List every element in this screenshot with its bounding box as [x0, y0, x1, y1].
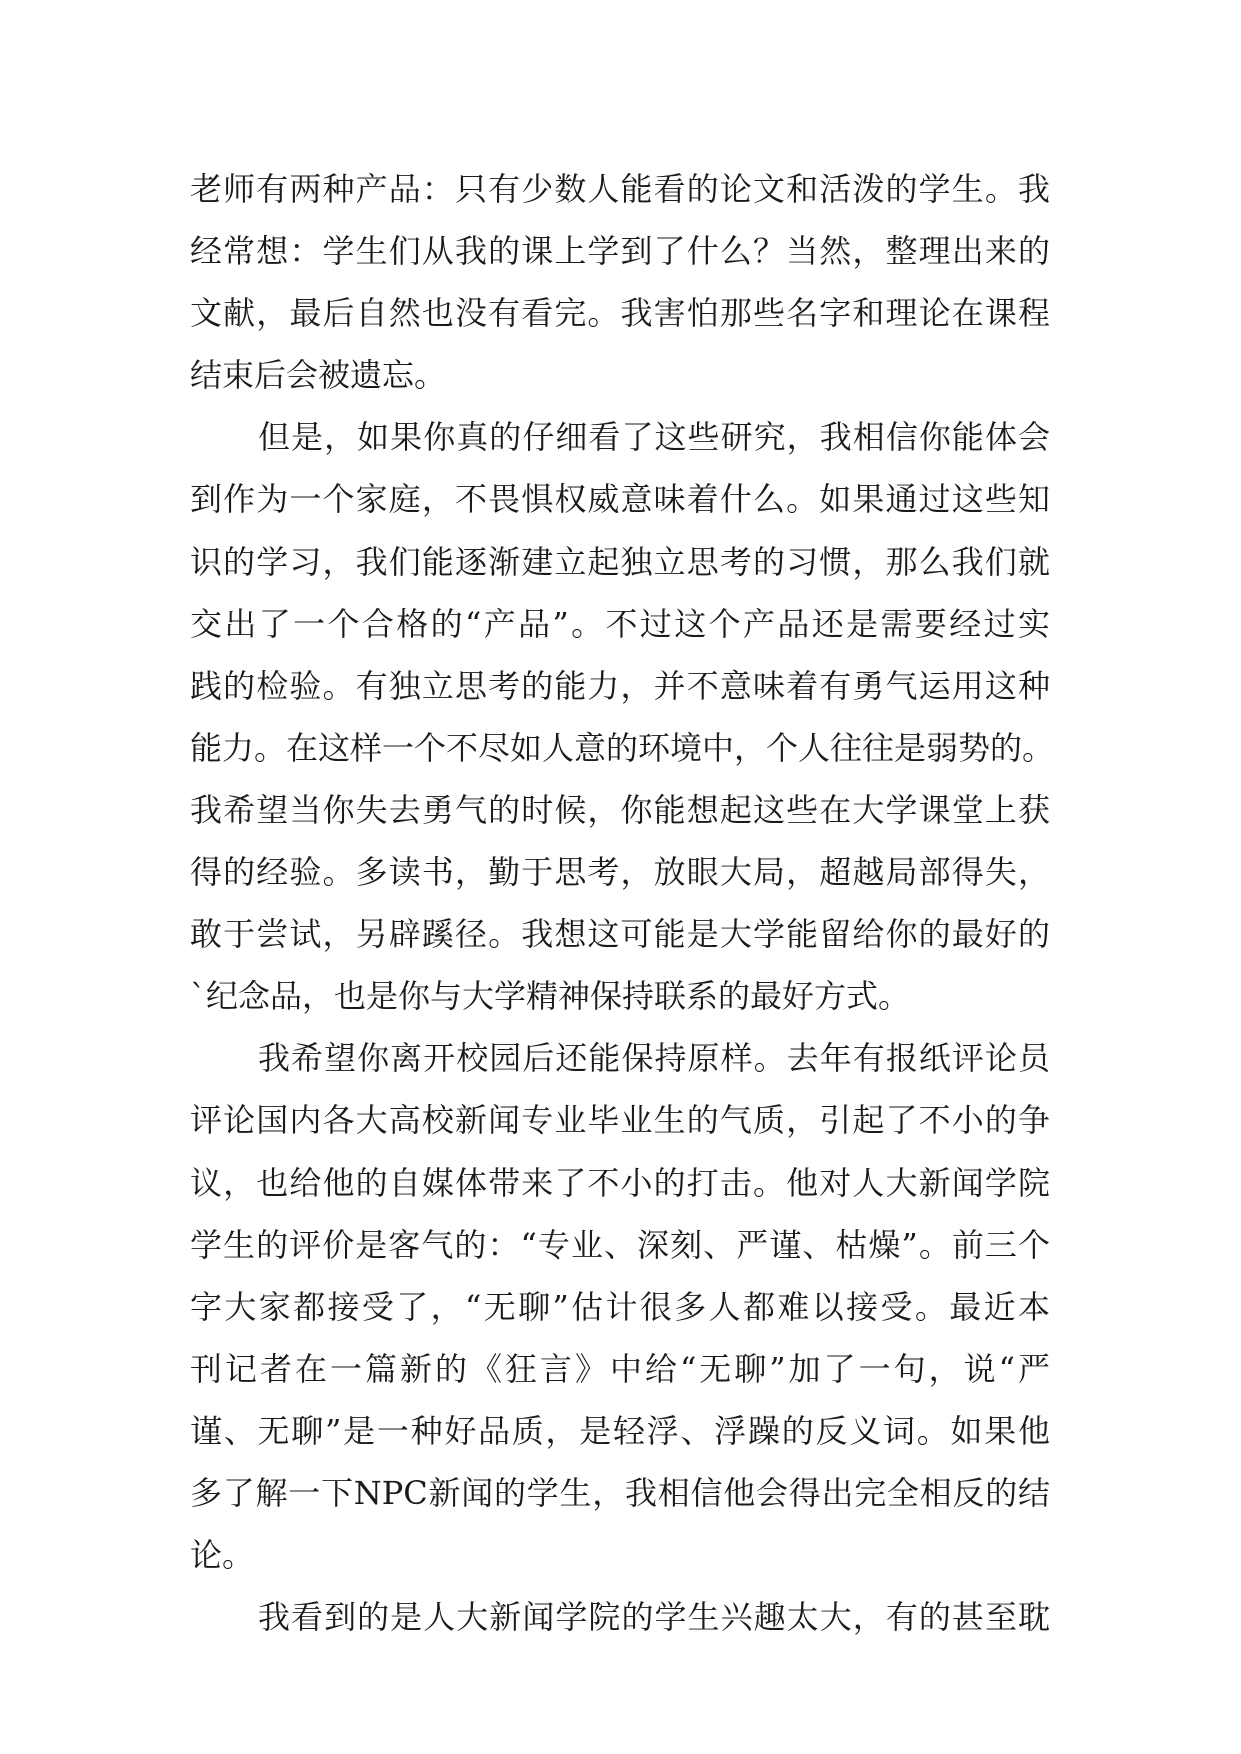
text-line: 论。 — [190, 1536, 255, 1575]
paragraph — [190, 406, 1055, 1027]
text-line: 议，也给他的自媒体带来了不小的打击。他对人大新闻学院 — [190, 1163, 1050, 1202]
paragraph — [190, 1586, 1050, 1648]
text-line: 我希望你离开校园后还能保持原样。去年有报纸评论员 — [258, 1039, 1050, 1078]
text-line: 能力。在这样一个不尽如人意的环境中，个人往往是弱势的。 — [190, 728, 1055, 767]
text-line: 谨、无聊”是一种好品质，是轻浮、浮躁的反义词。如果他 — [190, 1411, 1050, 1450]
text-line: 学生的评价是客气的：“专业、深刻、严谨、枯燥”。前三个 — [190, 1225, 1050, 1264]
text-line: 我看到的是人大新闻学院的学生兴趣太大，有的甚至耽 — [258, 1598, 1050, 1637]
text-line: 老师有两种产品：只有少数人能看的论文和活泼的学生。我 — [190, 170, 1050, 208]
text-line: 结束后会被遗忘。 — [190, 356, 447, 395]
text-line: 多了解一下NPC新闻的学生，我相信他会得出完全相反的结 — [190, 1473, 1050, 1512]
text-line: 文献，最后自然也没有看完。我害怕那些名字和理论在课程 — [190, 294, 1050, 333]
text-line: 字大家都接受了，“无聊”估计很多人都难以接受。最近本 — [190, 1287, 1050, 1326]
text-line: 得的经验。多读书，勤于思考，放眼大局，超越局部得失， — [190, 853, 1050, 892]
text-line: 刊记者在一篇新的《狂言》中给“无聊”加了一句，说“严 — [190, 1349, 1050, 1388]
text-line: 我希望当你失去勇气的时候，你能想起这些在大学课堂上获 — [190, 790, 1050, 829]
text-line: 评论国内各大高校新闻专业毕业生的气质，引起了不小的争 — [190, 1101, 1050, 1140]
text-line: 识的学习，我们能逐渐建立起独立思考的习惯，那么我们就 — [190, 542, 1050, 581]
text-line: 交出了一个合格的“产品”。不过这个产品还是需要经过实 — [190, 604, 1050, 643]
text-line: 但是，如果你真的仔细看了这些研究，我相信你能体会 — [258, 418, 1050, 457]
text-line: 经常想：学生们从我的课上学到了什么？当然，整理出来的 — [190, 232, 1050, 271]
document-body — [190, 158, 1055, 1648]
text-line: 到作为一个家庭，不畏惧权威意味着什么。如果通过这些知 — [190, 480, 1050, 519]
text-line: 敢于尝试，另辟蹊径。我想这可能是大学能留给你的最好的 — [190, 915, 1050, 954]
text-line: `纪念品，也是你与大学精神保持联系的最好方式。 — [190, 977, 911, 1016]
text-line: 践的检验。有独立思考的能力，并不意味着有勇气运用这种 — [190, 666, 1050, 705]
paragraph — [190, 1027, 1050, 1586]
paragraph — [190, 158, 1050, 406]
